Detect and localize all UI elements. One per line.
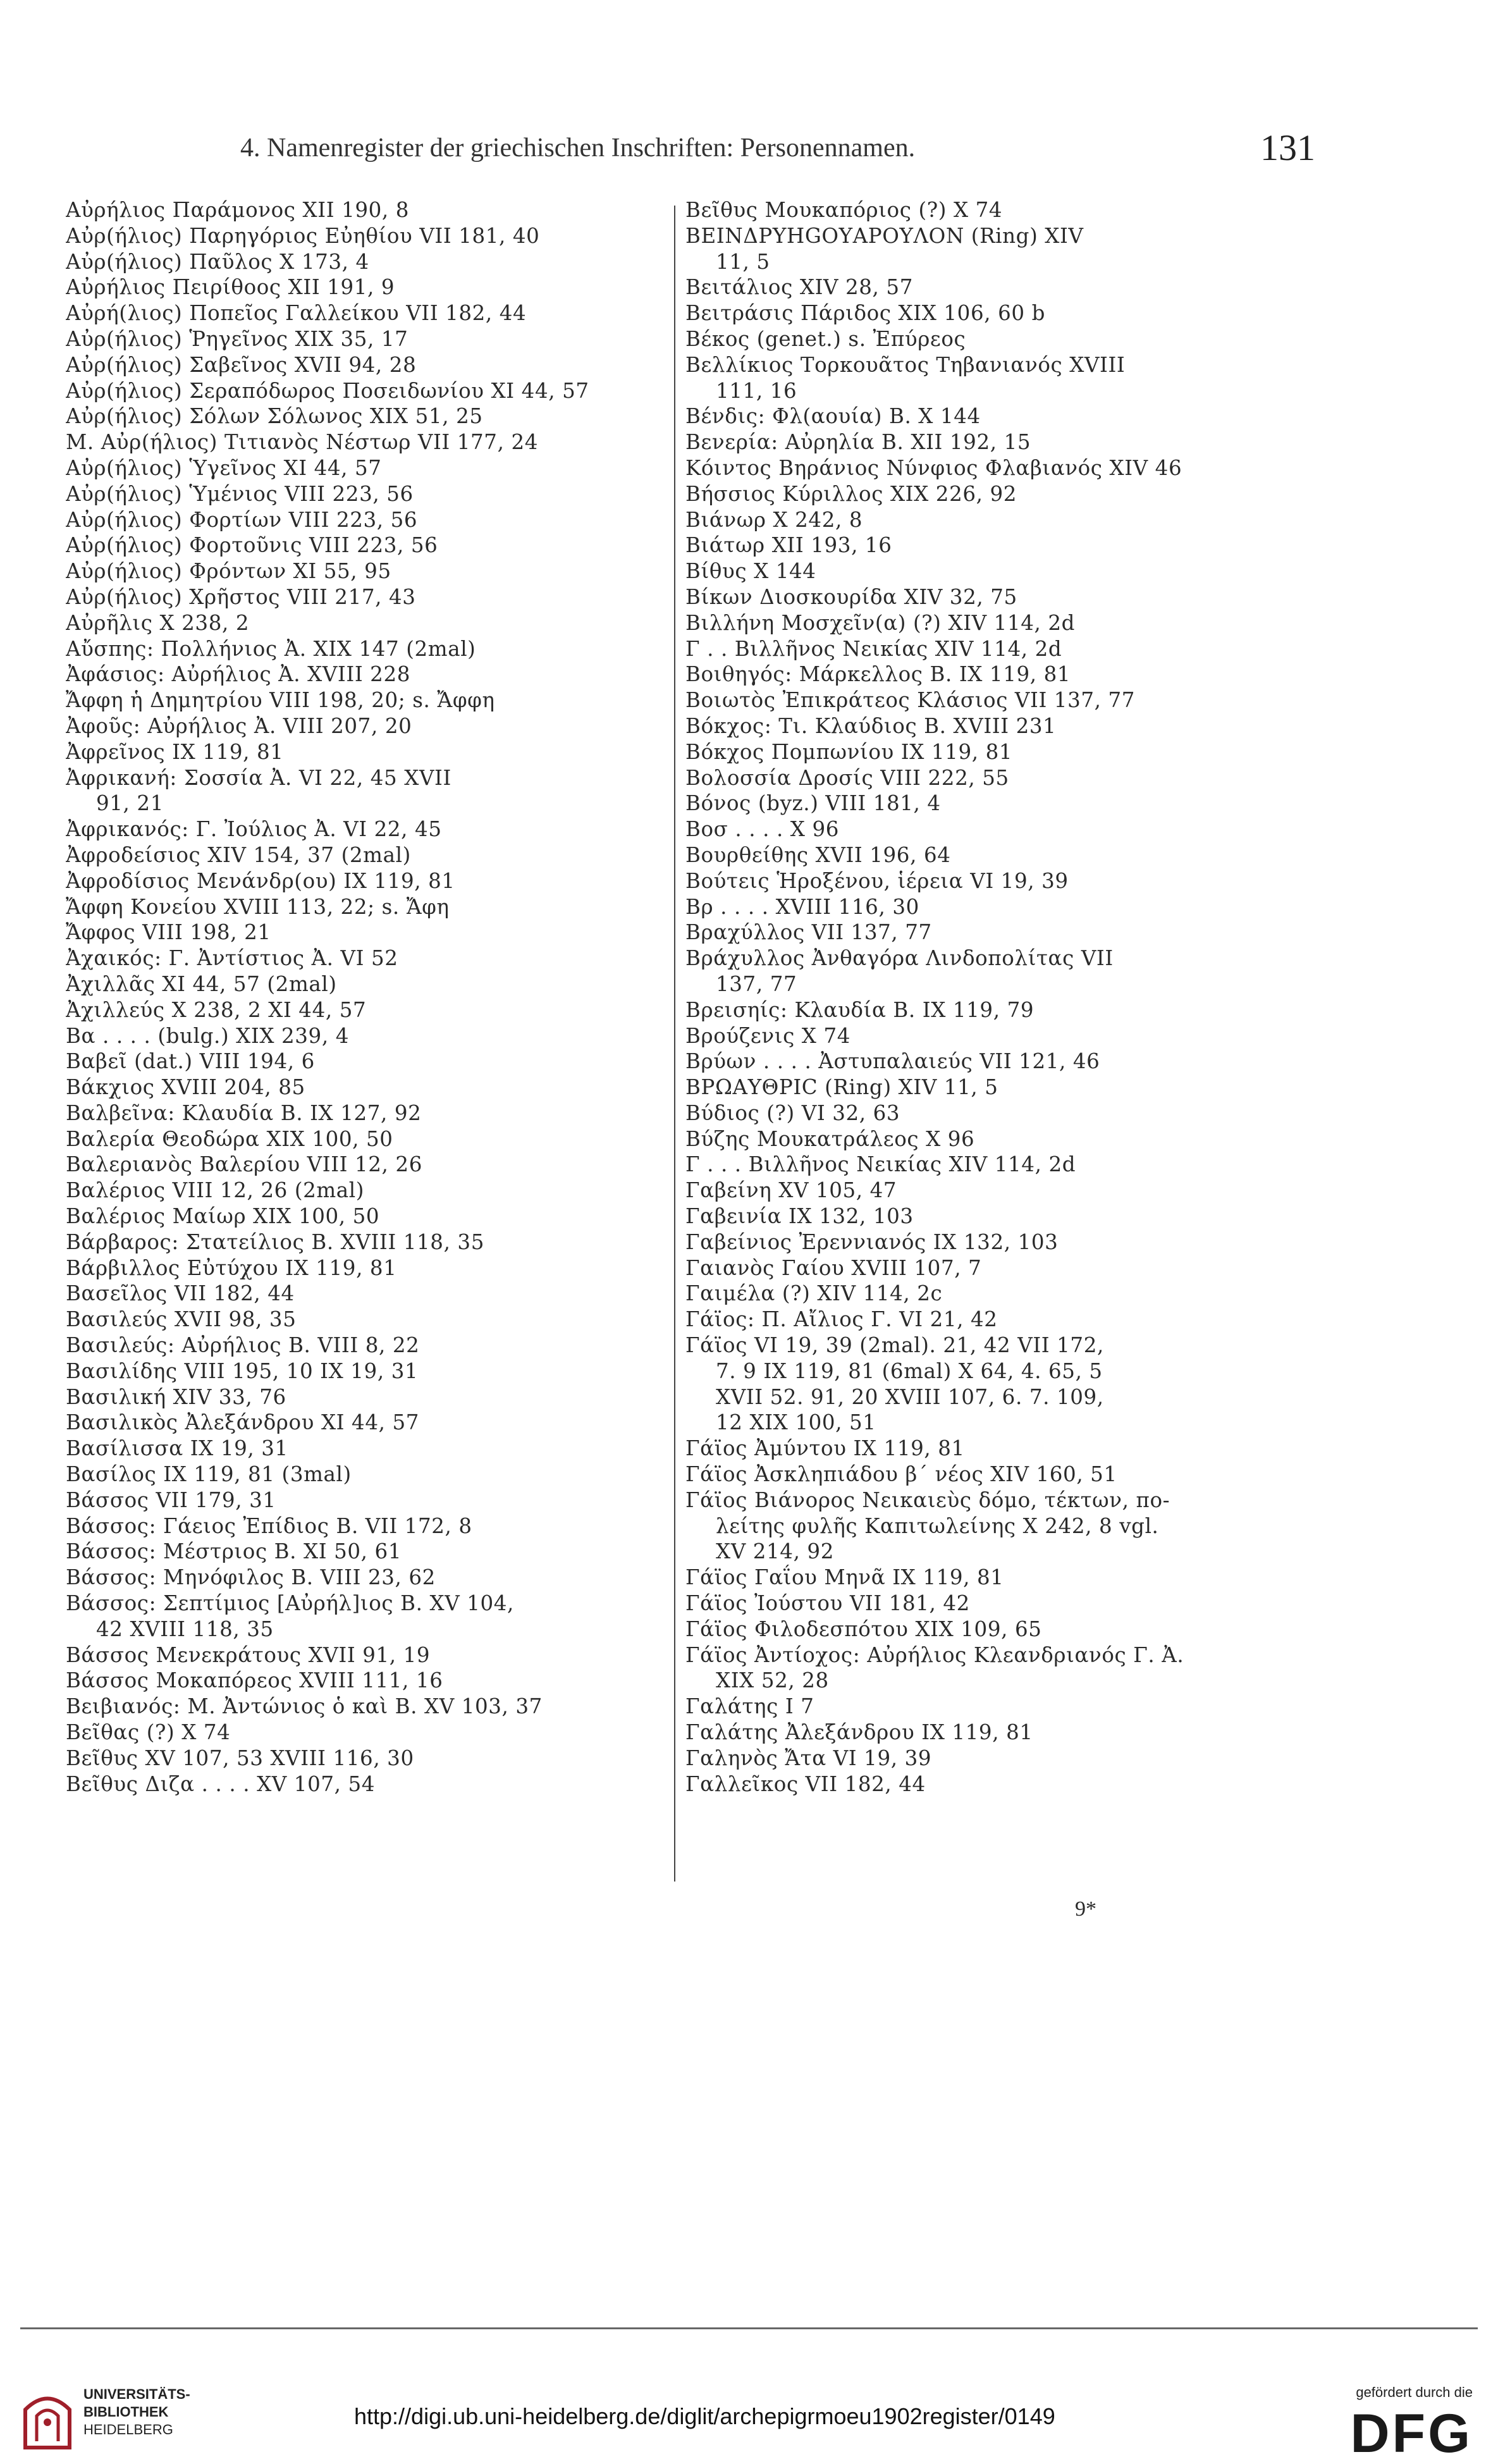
index-entry: Αὐρ(ήλιος) Ὑγεῖνος XI 44, 57 — [66, 455, 382, 480]
index-entry: Βόκχος Πομπωνίου IX 119, 81 — [685, 739, 1013, 764]
source-url-link[interactable]: http://digi.ub.uni-heidelberg.de/diglit/archepigrmoeu1902register/0149 — [354, 2403, 1055, 2429]
index-entry: Βενερία: Αὐρηλία B. XII 192, 15 — [685, 430, 1031, 455]
index-entry: Βραχύλλος VII 137, 77 — [685, 920, 932, 945]
index-entry-continuation: 91, 21 — [96, 791, 164, 816]
index-entry: Βράχυλλος Ἀνθαγόρα Λινδοπολίτας VII — [685, 946, 1114, 971]
index-entry: Βένδις: Φλ(αουία) B. X 144 — [685, 404, 981, 429]
index-entry: Βαλβεῖνα: Κλαυδία B. IX 127, 92 — [66, 1100, 422, 1125]
index-entry: Βόκχος: Τι. Κλαύδιος B. XVIII 231 — [685, 713, 1057, 738]
index-entry: Βελλίκιος Τορκουᾶτος Τηβανιανός XVIII — [685, 352, 1126, 377]
index-entry: Βασιλικὸς Ἀλεξάνδρου XI 44, 57 — [66, 1410, 420, 1435]
index-entry: Γαλάτης I 7 — [685, 1694, 814, 1719]
index-entry: Βεῖθας (?) X 74 — [66, 1720, 231, 1745]
index-entry: Ἀφοῦς: Αὐρήλιος Ἀ. VIII 207, 20 — [66, 713, 412, 738]
index-entry: Βαλέριος VIII 12, 26 (2mal) — [66, 1178, 365, 1203]
index-entry: Βούτεις Ἡροξένου, ἱέρεια VI 19, 39 — [685, 868, 1069, 893]
index-entry-continuation: XIX 52, 28 — [716, 1668, 829, 1693]
index-entry: Βίκων Διοσκουρίδα XIV 32, 75 — [685, 584, 1017, 609]
index-entry-continuation: 137, 77 — [716, 971, 797, 996]
index-entry: Βασιλεύς: Αὐρήλιος B. VIII 8, 22 — [66, 1333, 420, 1358]
index-entry: Αὐρ(ήλιος) Χρῆστος VIII 217, 43 — [66, 584, 416, 609]
index-entry: Βιάνωρ X 242, 8 — [685, 507, 863, 532]
index-entry: Ἀφροδίσιος Μενάνδρ(ου) IX 119, 81 — [66, 868, 455, 893]
column-divider — [674, 206, 675, 1882]
index-entry: Γάϊος Ἀντίοχος: Αὐρήλιος Κλεανδριανός Γ. Ἀ. — [685, 1642, 1184, 1667]
footer-rule — [20, 2327, 1478, 2329]
index-entry: Γ . . . Βιλλῆνος Νεικίας XIV 114, 2d — [685, 1152, 1076, 1177]
left-column — [66, 197, 673, 1797]
index-entry: Αὐρ(ήλιος) Σεραπόδωρος Ποσειδωνίου XI 44, 57 — [66, 378, 589, 403]
index-entry: Βασίλισσα IX 19, 31 — [66, 1436, 288, 1461]
index-entry: Βάρβαρος: Στατείλιος B. XVIII 118, 35 — [66, 1229, 484, 1254]
index-entry-continuation: λείτης φυλῆς Καπιτωλείνης X 242, 8 vgl. — [716, 1513, 1159, 1538]
index-entry: Βήσσιος Κύριλλος XIX 226, 92 — [685, 481, 1017, 506]
index-entry: Βάσσος Μενεκράτους XVII 91, 19 — [66, 1642, 431, 1667]
index-entry: Γάϊος Φιλοδεσπότου XIX 109, 65 — [685, 1617, 1042, 1641]
index-entry: Βαλεριανὸς Βαλερίου VIII 12, 26 — [66, 1152, 422, 1177]
index-entry: Ἀφρικανή: Σοσσία Ἀ. VI 22, 45 XVII — [66, 765, 451, 790]
index-entry: Αὐρ(ήλιος) Ῥηγεῖνος XIX 35, 17 — [66, 326, 408, 351]
index-entry: Βάσσος VII 179, 31 — [66, 1488, 276, 1512]
index-entry: Γάϊος Γαΐου Μηνᾶ IX 119, 81 — [685, 1565, 1004, 1590]
index-entry: Αὐρ(ήλιος) Παρηγόριος Εὐηθίου VII 181, 40 — [66, 223, 540, 248]
index-entry: Βάκχιος XVIII 204, 85 — [66, 1075, 305, 1100]
index-entry: Γαλλεῖκος VII 182, 44 — [685, 1771, 926, 1796]
index-entry: Βοσ . . . . X 96 — [685, 817, 840, 842]
index-entry: Βεῖθυς Μουκαπόριος (?) X 74 — [685, 198, 1003, 222]
index-entry: Βαβεῖ (dat.) VIII 194, 6 — [66, 1049, 315, 1074]
index-entry: Γαιανὸς Γαίου XVIII 107, 7 — [685, 1255, 982, 1280]
index-entry: Ἀχιλλᾶς XI 44, 57 (2mal) — [66, 971, 337, 996]
index-entry: Βάρβιλλος Εὐτύχου IX 119, 81 — [66, 1255, 397, 1280]
index-entry: Ἄφφη ἡ Δημητρίου VIII 198, 20; s. Ἄφφη — [66, 688, 495, 713]
index-entry-continuation: 111, 16 — [716, 378, 797, 403]
index-entry: Γαβείνη XV 105, 47 — [685, 1178, 897, 1203]
index-entry: Κόιντος Βηράνιος Νύνφιος Φλαβιανός XIV 46 — [685, 455, 1182, 480]
index-entry: Γάϊος Βιάνορος Νεικαιεὺς δόμο, τέκτων, πο- — [685, 1488, 1170, 1512]
index-entry: Γ . . Βιλλῆνος Νεικίας XIV 114, 2d — [685, 636, 1062, 661]
index-entry: Βιλλήνη Μοσχεῖν(α) (?) XIV 114, 2d — [685, 610, 1076, 635]
index-entry: Αὐρ(ήλιος) Φορτίων VIII 223, 56 — [66, 507, 418, 532]
running-title: 4. Namenregister der griechischen Inschriften: Personennamen. — [240, 133, 916, 163]
index-entry: Βασίλος IX 119, 81 (3mal) — [66, 1462, 352, 1487]
index-entry: Ἄφφος VIII 198, 21 — [66, 920, 271, 945]
index-entry: Γαιμέλα (?) XIV 114, 2c — [685, 1281, 943, 1306]
index-entry-continuation: 11, 5 — [716, 249, 770, 274]
index-entry: Γάϊος Ἰούστου VII 181, 42 — [685, 1591, 970, 1616]
index-entry: Βασιλική XIV 33, 76 — [66, 1384, 286, 1409]
index-entry: Βέκος (genet.) s. Ἐπύρεος — [685, 326, 966, 351]
index-entry: Βρούζενις X 74 — [685, 1023, 851, 1048]
index-entry-continuation: 12 XIX 100, 51 — [716, 1410, 876, 1435]
index-entry-continuation: 7. 9 IX 119, 81 (6mal) X 64, 4. 65, 5 — [716, 1358, 1103, 1383]
index-entry: Βάσσος Μοκαπόρεος XVIII 111, 16 — [66, 1668, 443, 1693]
index-entry: Βύζης Μουκατράλεος X 96 — [685, 1126, 975, 1151]
index-entry: Βολοσσία Δροσίς VIII 222, 55 — [685, 765, 1009, 790]
index-entry: Βα . . . . (bulg.) XIX 239, 4 — [66, 1023, 349, 1048]
index-entry: Ἀφρικανός: Γ. Ἰούλιος Ἀ. VI 22, 45 — [66, 817, 442, 842]
index-entry: Αὐρήλιος Πειρίθοος XII 191, 9 — [66, 275, 395, 300]
index-entry: Βασεῖλος VII 182, 44 — [66, 1281, 295, 1306]
dfg-logo: DFG — [1350, 2403, 1473, 2464]
index-entry: M. Αὐρ(ήλιος) Τιτιανὸς Νέστωρ VII 177, 24 — [66, 430, 538, 455]
index-entry: Αὐρή(λιος) Ποπεῖος Γαλλείκου VII 182, 44 — [66, 301, 527, 326]
index-entry: Βάσσος: Μέστριος B. XI 50, 61 — [66, 1539, 402, 1564]
index-entry: Βάσσος: Γάειος Ἐπίδιος B. VII 172, 8 — [66, 1513, 472, 1538]
index-entry: Αὐρ(ήλιος) Φορτοῦνις VIII 223, 56 — [66, 533, 438, 558]
index-entry: Ἀφάσιος: Αὐρήλιος Ἀ. XVIII 228 — [66, 662, 411, 687]
index-entry: Βασιλεύς XVII 98, 35 — [66, 1307, 297, 1332]
page-number: 131 — [1260, 127, 1315, 168]
index-entry: Ἀχαικός: Γ. Ἀντίστιος Ἀ. VI 52 — [66, 946, 398, 971]
index-entry: Γάϊος Ἀμύντου IX 119, 81 — [685, 1436, 965, 1461]
index-entry: Αὐρήλιος Παράμονος XII 190, 8 — [66, 198, 410, 222]
index-entry: Αὐρῆλις X 238, 2 — [66, 610, 250, 635]
sponsor-caption: gefördert durch die — [1356, 2384, 1473, 2400]
index-entry: Γαληνὸς Ἄτα VI 19, 39 — [685, 1746, 932, 1770]
index-entry: Βεῖθυς XV 107, 53 XVIII 116, 30 — [66, 1746, 414, 1770]
index-entry: Αὐρ(ήλιος) Σαβεῖνος XVII 94, 28 — [66, 352, 417, 377]
university-seal-icon — [19, 2384, 76, 2454]
index-entry: Αὐρ(ήλιος) Φρόντων XI 55, 95 — [66, 559, 391, 584]
index-entry-continuation: XV 214, 92 — [716, 1539, 834, 1564]
index-entry: Αὐρ(ήλιος) Σόλων Σόλωνος XIX 51, 25 — [66, 404, 483, 429]
index-entry: Ἀφροδείσιος XIV 154, 37 (2mal) — [66, 842, 411, 867]
index-entry: Ἀφρεῖνος IX 119, 81 — [66, 739, 284, 764]
index-entry: Βρεισηίς: Κλαυδία B. IX 119, 79 — [685, 997, 1034, 1022]
index-entry: ΒΡΩΑΥΘΡΙC (Ring) XIV 11, 5 — [685, 1075, 998, 1100]
index-entry-continuation: 42 XVIII 118, 35 — [96, 1617, 274, 1641]
index-entry: Γαλάτης Ἀλεξάνδρου IX 119, 81 — [685, 1720, 1033, 1745]
index-entry: Βειβιανός: M. Ἀντώνιος ὁ καὶ B. XV 103, 37 — [66, 1694, 543, 1719]
index-entry: Βοιωτὸς Ἐπικράτεος Κλάσιος VII 137, 77 — [685, 688, 1136, 713]
index-entry-continuation: XVII 52. 91, 20 XVIII 107, 6. 7. 109, — [716, 1384, 1104, 1409]
index-entry: Βιάτωρ XII 193, 16 — [685, 533, 892, 558]
index-entry: ΒΕΙΝΔΡΥΗGΟΥΑΡΟΥΛΟΝ (Ring) XIV — [685, 223, 1084, 248]
page-header — [240, 126, 1315, 177]
index-entry: Βεῖθυς Διζα . . . . XV 107, 54 — [66, 1771, 376, 1796]
index-entry: Βρ . . . . XVIII 116, 30 — [685, 894, 919, 919]
index-entry: Γαβεινία IX 132, 103 — [685, 1204, 914, 1229]
index-entry: Βουρθείθης XVII 196, 64 — [685, 842, 951, 867]
index-entry: Γάϊος VI 19, 39 (2mal). 21, 42 VII 172, — [685, 1333, 1104, 1358]
index-entry: Βοιθηγός: Μάρκελλος B. IX 119, 81 — [685, 662, 1071, 687]
index-entry: Βάσσος: Μηνόφιλος B. VIII 23, 62 — [66, 1565, 436, 1590]
index-entry: Αὔσπης: Πολλήνιος Ἀ. XIX 147 (2mal) — [66, 636, 476, 661]
index-entry: Βειτράσις Πάριδος XIX 106, 60 b — [685, 301, 1045, 326]
index-entry: Βύδιος (?) VI 32, 63 — [685, 1100, 900, 1125]
index-entry: Γαβείνιος Ἐρεννιανός IX 132, 103 — [685, 1229, 1059, 1254]
university-name: UNIVERSITÄTS- BIBLIOTHEK HEIDELBERG — [83, 2386, 190, 2437]
page-footer — [0, 2327, 1498, 2462]
index-entry: Ἄφφη Κονείου XVIII 113, 22; s. Ἄφη — [66, 894, 450, 919]
index-entry: Βρύων . . . . Ἀστυπαλαιεύς VII 121, 46 — [685, 1049, 1100, 1074]
index-entry: Βίθυς X 144 — [685, 559, 816, 584]
index-entry: Βαλερία Θεοδώρα XIX 100, 50 — [66, 1126, 393, 1151]
index-entry: Βασιλίδης VIII 195, 10 IX 19, 31 — [66, 1358, 419, 1383]
index-entry: Αὐρ(ήλιος) Ὑμένιος VIII 223, 56 — [66, 481, 414, 506]
index-entry: Γάϊος: Π. Αἴλιος Γ. VI 21, 42 — [685, 1307, 998, 1332]
index-entry: Βαλέριος Μαίωρ XIX 100, 50 — [66, 1204, 380, 1229]
index-entry: Βόνος (byz.) VIII 181, 4 — [685, 791, 941, 816]
index-entry: Βειτάλιος XIV 28, 57 — [685, 275, 913, 300]
index-entry: Βάσσος: Σεπτίμιος [Αὐρήλ]ιος B. XV 104, — [66, 1591, 514, 1616]
signature-mark: 9* — [1075, 1897, 1096, 1921]
index-entry: Ἀχιλλεύς X 238, 2 XI 44, 57 — [66, 997, 367, 1022]
right-column — [685, 197, 1292, 1797]
index-entry: Αὐρ(ήλιος) Παῦλος X 173, 4 — [66, 249, 369, 274]
index-entry: Γάϊος Ἀσκληπιάδου β´ νέος XIV 160, 51 — [685, 1462, 1117, 1487]
